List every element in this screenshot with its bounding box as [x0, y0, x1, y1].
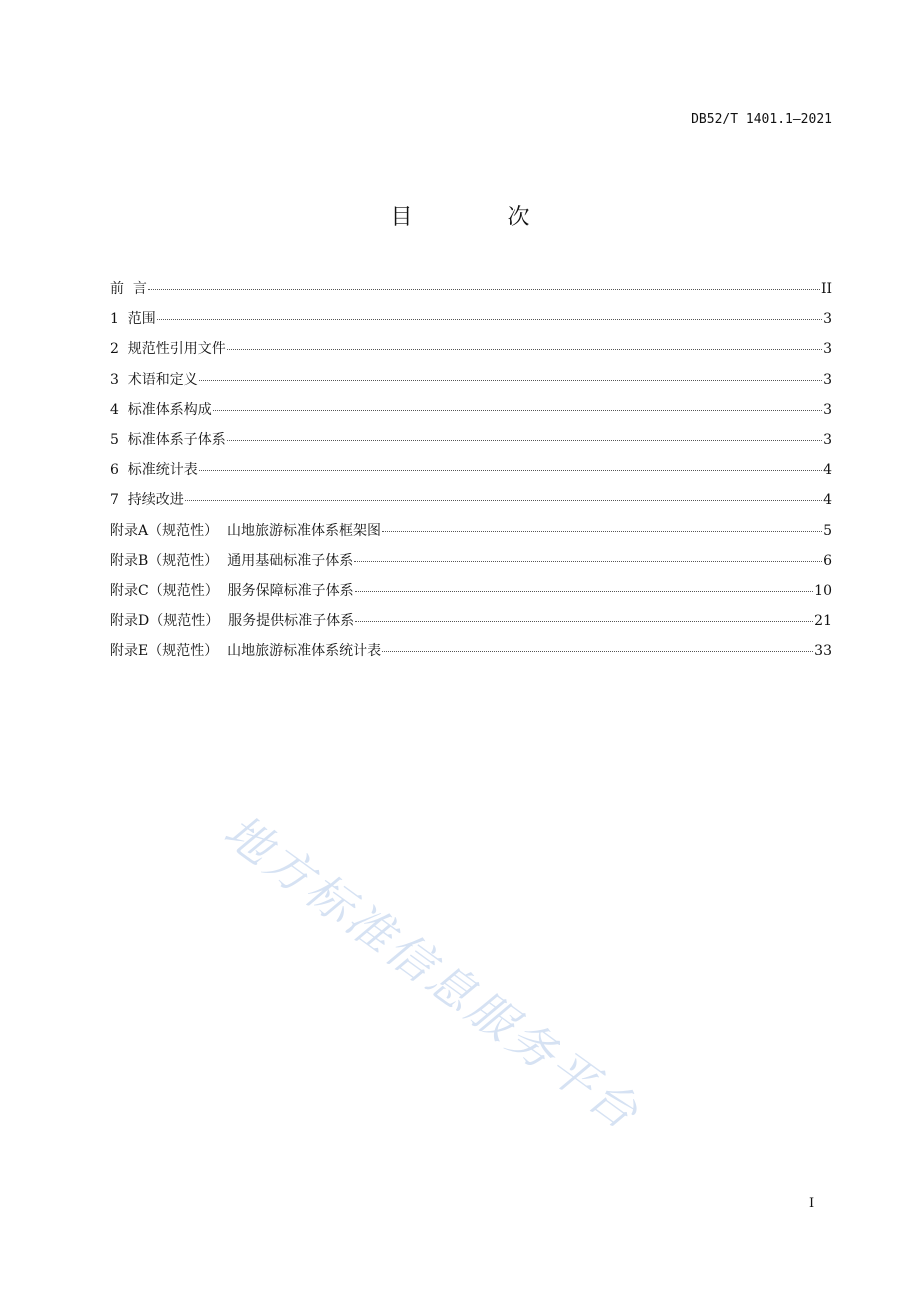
toc-dot-leader — [227, 440, 822, 441]
toc-entry-page: 3 — [823, 311, 832, 328]
toc-entry-label: 前 言 — [110, 281, 147, 297]
toc-entry-page: 5 — [823, 522, 832, 539]
toc-dot-leader — [213, 410, 822, 411]
watermark: 地方标准信息服务平台 — [214, 803, 651, 1142]
toc-entry-appendix-b[interactable] — [110, 552, 832, 582]
toc-entry-label: 附录C（规范性） 服务保障标准子体系 — [110, 582, 354, 599]
toc-entry-label: 1 范围 — [110, 311, 156, 328]
toc-dot-leader — [199, 470, 822, 471]
toc-entry-page: 3 — [823, 401, 832, 418]
toc-entry-appendix-c[interactable] — [110, 582, 832, 612]
toc-entry-appendix-d[interactable] — [110, 612, 832, 642]
toc-entry-page: 4 — [823, 492, 832, 509]
toc-entry-label: 7 持续改进 — [110, 492, 184, 509]
toc-dot-leader — [355, 591, 814, 592]
toc-entry-continuous-improvement[interactable] — [110, 491, 832, 521]
toc-dot-leader — [354, 561, 822, 562]
toc-entry-scope[interactable] — [110, 310, 832, 340]
toc-entry-label: 附录E（规范性） 山地旅游标准体系统计表 — [110, 643, 382, 660]
toc-dot-leader — [157, 319, 822, 320]
toc-entry-label: 附录A（规范性） 山地旅游标准体系框架图 — [110, 522, 382, 539]
toc-entry-label: 4 标准体系构成 — [110, 401, 212, 418]
toc-entry-page: 6 — [823, 552, 832, 569]
toc-entry-appendix-e[interactable] — [110, 642, 832, 672]
page-number: I — [809, 1196, 815, 1211]
toc-entry-label: 5 标准体系子体系 — [110, 431, 226, 448]
toc-dot-leader — [148, 289, 820, 290]
document-code: DB52/T 1401.1—2021 — [691, 112, 832, 127]
toc-entry-page: 3 — [823, 371, 832, 388]
toc-dot-leader — [227, 349, 822, 350]
toc-entry-terms[interactable] — [110, 371, 832, 401]
toc-entry-label: 2 规范性引用文件 — [110, 341, 226, 358]
toc-dot-leader — [382, 531, 822, 532]
toc-entry-system-composition[interactable] — [110, 401, 832, 431]
toc-entry-page: 21 — [814, 613, 832, 630]
toc-dot-leader — [185, 500, 822, 501]
toc-dot-leader — [355, 621, 813, 622]
toc-entry-normative-references[interactable] — [110, 340, 832, 370]
toc-entry-page: 3 — [823, 341, 832, 358]
page-title: 目 次 — [390, 205, 574, 230]
toc-entry-label: 附录D（规范性） 服务提供标准子体系 — [110, 613, 355, 630]
toc-dot-leader — [199, 380, 822, 381]
toc-entry-page: II — [820, 281, 832, 297]
toc-entry-page: 10 — [814, 582, 832, 599]
toc-entry-preface[interactable] — [110, 280, 832, 310]
toc-entry-label: 6 标准统计表 — [110, 462, 198, 479]
toc-entry-label: 3 术语和定义 — [110, 371, 198, 388]
table-of-contents — [110, 280, 832, 672]
toc-entry-subsystems[interactable] — [110, 431, 832, 461]
toc-entry-page: 4 — [823, 462, 832, 479]
toc-entry-appendix-a[interactable] — [110, 522, 832, 552]
toc-entry-label: 附录B（规范性） 通用基础标准子体系 — [110, 552, 354, 569]
toc-entry-statistics[interactable] — [110, 461, 832, 491]
toc-dot-leader — [382, 651, 813, 652]
toc-entry-page: 3 — [823, 431, 832, 448]
toc-entry-page: 33 — [814, 643, 832, 660]
